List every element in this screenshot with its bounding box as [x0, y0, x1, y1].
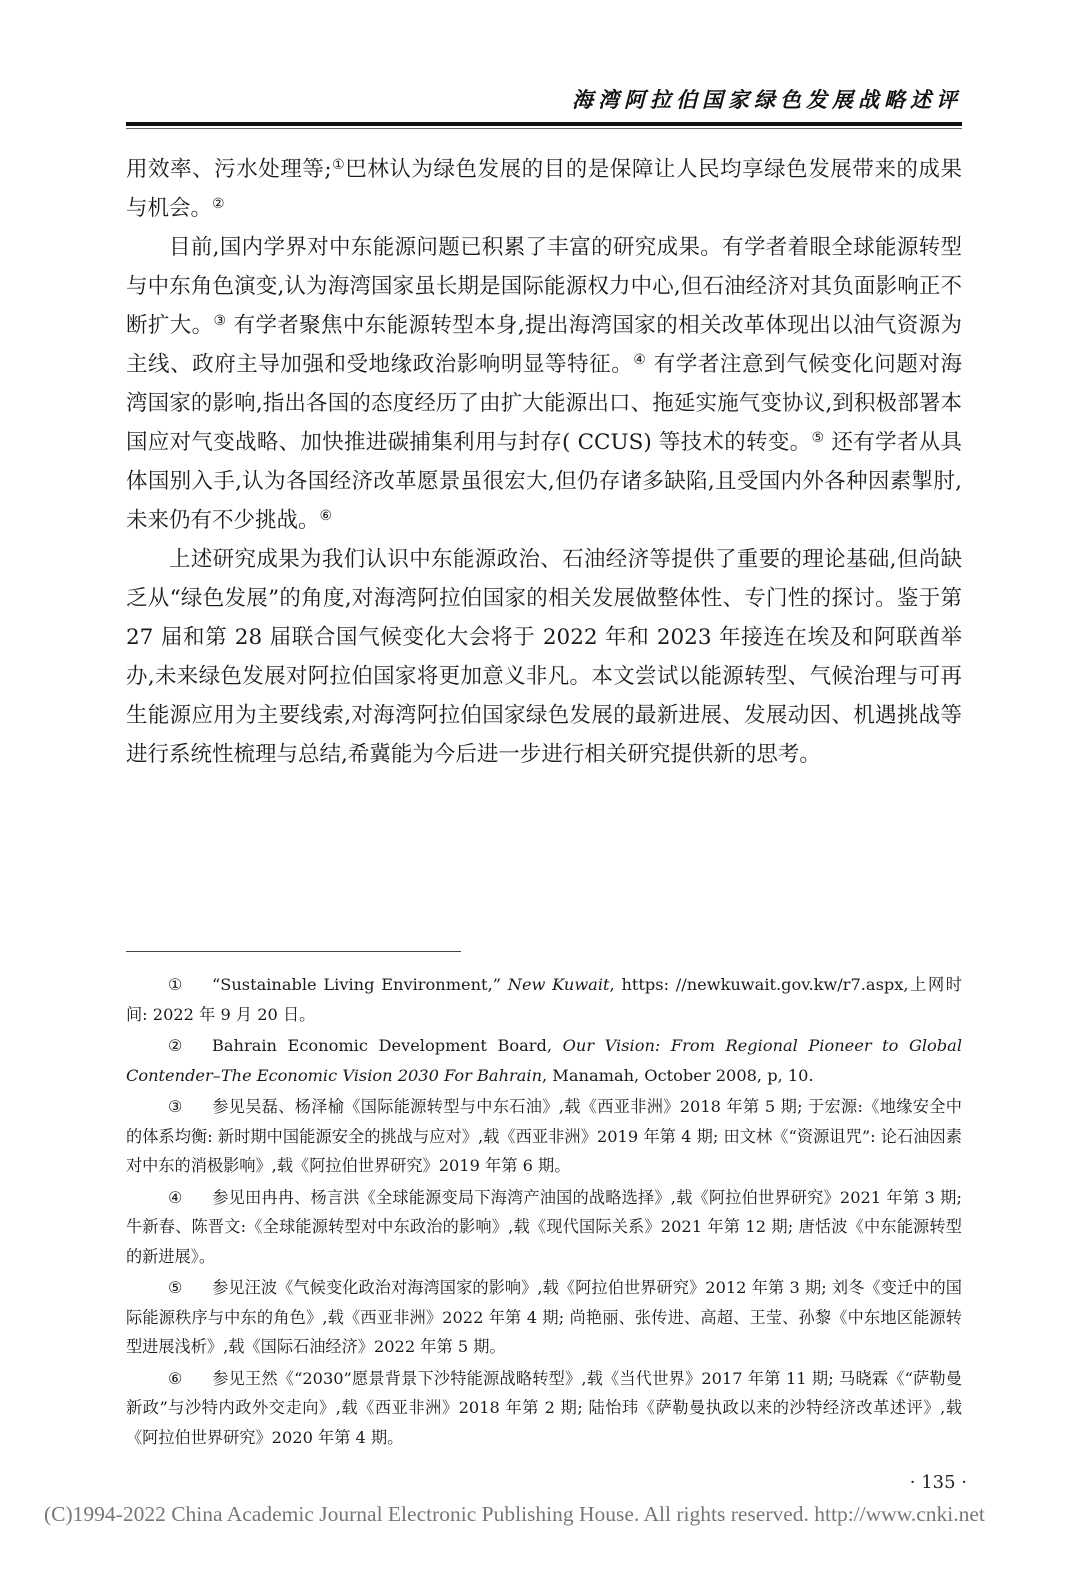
header-rule-thick [126, 122, 962, 126]
body-paragraph [126, 150, 962, 228]
copyright-notice: (C)1994-2022 China Academic Journal Electronic Publishing House. All rights reserved. http://www.cnki.net [44, 1502, 985, 1526]
footnote-number: ① [168, 975, 183, 994]
footnote-title-italic: New Kuwait [507, 975, 610, 994]
body-paragraph [126, 228, 962, 540]
footnote-text: , Manamah, October 2008, p, 10. [542, 1065, 814, 1085]
paragraph-text: 上述研究成果为我们认识中东能源政治、石油经济等提供了重要的理论基础,但尚缺乏从“绿色发展”的角度,对海湾阿拉伯国家的相关发展做整体性、专门性的探讨。鉴于第 27 届和第 28 届联合国气候变化大会将于 2022 年和 2023 年接连在埃及和阿联酋举办,未来绿色发展对阿拉伯国家将更加意义非凡。本文尝试以能源转型、气候治理与可再生能源应用为主要线索,对海湾阿拉伯国家绿色发展的最新进展、发展动因、机遇挑战等进行系统性梳理与总结,希冀能为今后进一步进行相关研究提供新的思考。 [126, 547, 962, 767]
paragraph-text: 用效率、污水处理等; [126, 157, 332, 182]
footnote-marker[interactable]: ② [212, 196, 225, 212]
paragraph-text: 目前,国内学界对中东能源问题已积累了丰富的研究成果。有学者着眼全球能源转型与中东角色演变,认为海湾国家虽长期是国际能源权力中心,但石油经济对其负面影响正不断扩大。 [126, 235, 962, 338]
footnote [126, 1273, 962, 1362]
footnote-number: ④ [168, 1187, 183, 1207]
footnote-text: “Sustainable Living Environment,” [212, 975, 508, 994]
footnote-text: 参见吴磊、杨泽榆《国际能源转型与中东石油》,载《西亚非洲》2018 年第 5 期; 于宏源:《地缘安全中的体系均衡: 新时期中国能源安全的挑战与应对》,载《西亚非洲》2019 年第 4 期; 田文林《“资源诅咒”: 论石油因素对中东的消极影响》,载《阿拉伯世界研究》2019 年第 6 期。 [126, 1097, 962, 1175]
footnote-text: , https: //newkuwait.gov.kw/r7.aspx,上网时间: 2022 年 9 月 20 日。 [126, 975, 962, 1024]
footnote-marker[interactable]: ③ [213, 313, 227, 329]
footnote [126, 1183, 962, 1272]
footnotes [126, 970, 962, 1454]
footnote-marker[interactable]: ⑥ [319, 508, 333, 524]
body-paragraph [126, 540, 962, 774]
footnote [126, 1364, 962, 1453]
body-text [126, 150, 962, 774]
footnote-marker[interactable]: ① [331, 157, 346, 173]
footnote-marker[interactable]: ④ [633, 352, 647, 368]
paragraph-text: 有学者聚焦中东能源转型本身,提出海湾国家的相关改革体现出以油气资源为主线、政府主导加强和受地缘政治影响明显等特征。 [126, 313, 962, 377]
running-head: 海湾阿拉伯国家绿色发展战略述评 [572, 88, 962, 112]
footnote-text: 参见王然《“2030”愿景背景下沙特能源战略转型》,载《当代世界》2017 年第 11 期; 马晓霖《“萨勒曼新政”与沙特内政外交走向》,载《西亚非洲》2018 年第 2 期; 陆怡玮《萨勒曼执政以来的沙特经济改革述评》,载《阿拉伯世界研究》2020 年第 4 期。 [126, 1368, 962, 1447]
paragraph-text: 有学者注意到气候变化问题对海湾国家的影响,指出各国的态度经历了由扩大能源出口、拖延实施气变协议,到积极部署本国应对气变战略、加快推进碳捕集利用与封存( CCUS) 等技术的转变。 [126, 352, 962, 455]
footnote [126, 1092, 962, 1181]
footnote-text: 参见汪波《气候变化政治对海湾国家的影响》,载《阿拉伯世界研究》2012 年第 3 期; 刘冬《变迁中的国际能源秩序与中东的角色》,载《西亚非洲》2022 年第 4 期; 尚艳丽、张传进、高超、王莹、孙黎《中东地区能源转型进展浅析》,载《国际石油经济》2022 年第 5 期。 [126, 1278, 962, 1356]
footnote-number: ⑤ [168, 1278, 183, 1297]
footnote-separator [126, 951, 461, 952]
footnote-text: Bahrain Economic Development Board, [212, 1036, 563, 1055]
footnote [126, 1031, 962, 1090]
footnote-title-italic: Our Vision: From Regional Pioneer to Global Contender–The Economic Vision 2030 For Bahrain [126, 1036, 962, 1085]
footnote-marker[interactable]: ⑤ [811, 430, 825, 446]
footnote-number: ② [168, 1036, 183, 1055]
footnote-number: ③ [168, 1097, 183, 1116]
page-number: · 135 · [909, 1472, 967, 1493]
paragraph-text: 巴林认为绿色发展的目的是保障让人民均享绿色发展带来的成果与机会。 [126, 157, 962, 221]
footnote [126, 970, 962, 1029]
footnote-number: ⑥ [168, 1368, 183, 1388]
paragraph-text: 还有学者从具体国别入手,认为各国经济改革愿景虽很宏大,但仍存诸多缺陷,且受国内外各种因素掣肘,未来仍有不少挑战。 [126, 430, 962, 533]
footnote-text: 参见田冉冉、杨言洪《全球能源变局下海湾产油国的战略选择》,载《阿拉伯世界研究》2021 年第 3 期; 牛新春、陈晋文:《全球能源转型对中东政治的影响》,载《现代国际关系》2021 年第 12 期; 唐恬波《中东能源转型的新进展》。 [126, 1187, 962, 1266]
header-rule-thin [126, 128, 962, 129]
